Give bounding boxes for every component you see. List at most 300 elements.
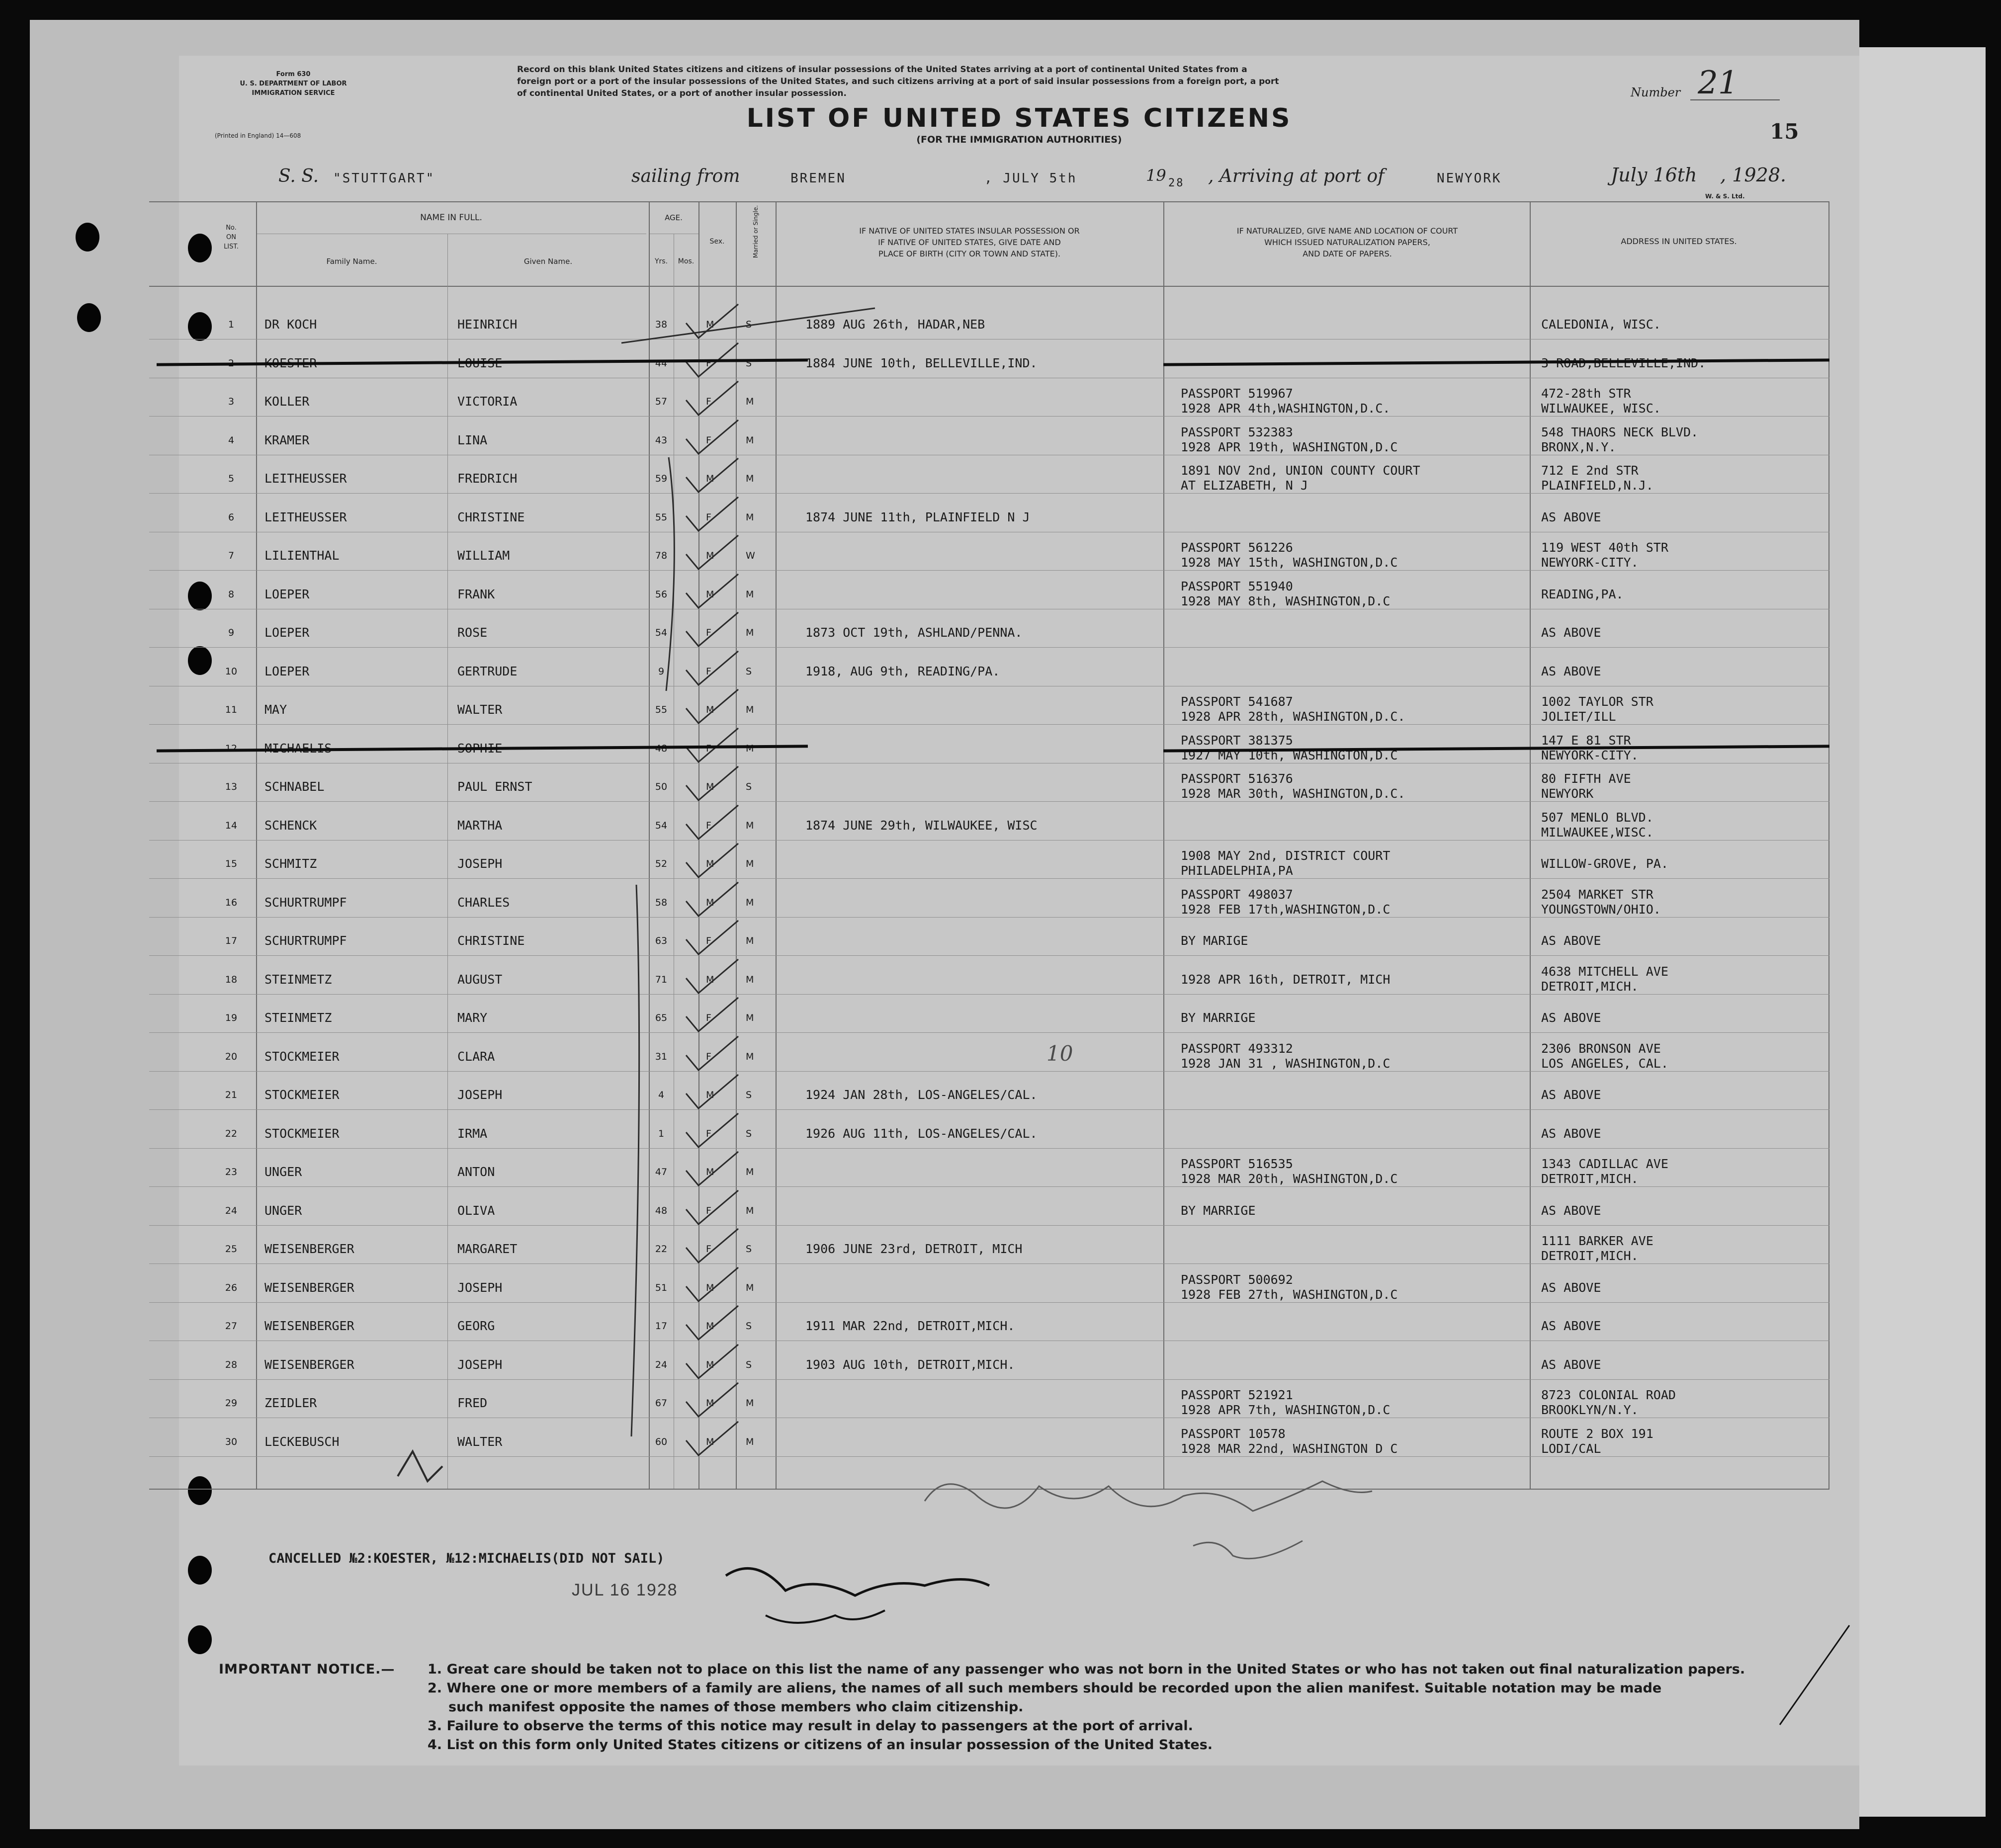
birth-date-place: 1903 AUG 10th, DETROIT,MICH.: [805, 1357, 1015, 1372]
marital-status: M: [746, 743, 754, 754]
header-line: IF NATIVE OF UNITED STATES, GIVE DATE AND: [878, 238, 1061, 247]
sex: F: [706, 666, 711, 677]
marital-status: M: [746, 588, 754, 600]
sex: F: [706, 1205, 711, 1216]
sex: F: [706, 434, 711, 446]
sex: M: [706, 550, 714, 561]
given-name: FRANK: [457, 587, 495, 601]
given-name: GERTRUDE: [457, 664, 518, 678]
sex: M: [706, 1282, 714, 1293]
age-years: 31: [655, 1051, 668, 1062]
naturalization-line-2: AT ELIZABETH, N J: [1181, 478, 1308, 493]
naturalization-line-1: PASSPORT 516376: [1181, 771, 1293, 786]
family-name: KOESTER: [264, 355, 317, 370]
row-number: 26: [225, 1282, 238, 1293]
naturalization-line-1: PASSPORT 498037: [1181, 887, 1293, 902]
age-years: 24: [655, 1359, 668, 1370]
given-name: MARY: [457, 1010, 488, 1025]
given-name: CLARA: [457, 1049, 495, 1064]
age-years: 55: [655, 511, 668, 523]
row-number: 22: [225, 1128, 238, 1139]
address-line-2: NEWYORK: [1541, 786, 1594, 801]
family-name: WEISENBERGER: [264, 1357, 354, 1372]
age-years: 55: [655, 704, 668, 715]
header-line: WHICH ISSUED NATURALIZATION PAPERS,: [1264, 238, 1430, 247]
naturalization-line-2: 1928 APR 19th, WASHINGTON,D.C: [1181, 439, 1398, 454]
family-name: LEITHEUSSER: [264, 509, 347, 524]
address-line-2: PLAINFIELD,N.J.: [1541, 478, 1653, 493]
age-years: 38: [655, 319, 668, 330]
row-number: 12: [225, 743, 238, 754]
family-name: ZEIDLER: [264, 1396, 317, 1410]
marital-status: M: [746, 858, 754, 869]
family-name: SCHMITZ: [264, 856, 317, 871]
naturalization-line-1: PASSPORT 500692: [1181, 1272, 1293, 1287]
naturalization-line-2: PHILADELPHIA,PA: [1181, 863, 1293, 878]
sex: M: [706, 704, 714, 715]
sex: M: [706, 1321, 714, 1332]
given-name: CHARLES: [457, 895, 510, 910]
marital-status: M: [746, 627, 754, 638]
address-line-1: 1111 BARKER AVE: [1541, 1234, 1653, 1248]
marital-status: M: [746, 1012, 754, 1023]
page-number: 15: [1770, 119, 1799, 144]
address-line-2: NEWYORK-CITY.: [1541, 555, 1639, 570]
address-line-1: 2306 BRONSON AVE: [1541, 1041, 1661, 1056]
marital-status: M: [746, 935, 754, 946]
notice-label: IMPORTANT NOTICE.—: [219, 1662, 395, 1677]
row-number: 14: [225, 820, 238, 831]
age-years: 22: [655, 1244, 668, 1255]
family-name: SCHENCK: [264, 818, 317, 833]
address-line-2: AS ABOVE: [1541, 1319, 1601, 1333]
arrival-year: , 1928.: [1720, 164, 1786, 186]
given-name: JOSEPH: [457, 856, 503, 871]
age-years: 67: [655, 1398, 668, 1409]
age-years: 59: [655, 473, 668, 484]
birth-date-place: 1874 JUNE 11th, PLAINFIELD N J: [805, 509, 1030, 524]
given-name: FREDRICH: [457, 471, 518, 486]
age-years: 56: [655, 588, 668, 600]
address-line-1: 8723 COLONIAL ROAD: [1541, 1388, 1676, 1402]
given-name: VICTORIA: [457, 394, 518, 409]
arriving-label: , Arriving at port of: [1208, 166, 1385, 186]
marital-status: S: [746, 1244, 752, 1255]
address-line-2: WILLOW-GROVE, PA.: [1541, 856, 1668, 871]
row-number: 6: [228, 511, 235, 523]
birth-date-place: 1924 JAN 28th, LOS-ANGELES/CAL.: [805, 1088, 1038, 1102]
row-number: 20: [225, 1051, 238, 1062]
family-name: LEITHEUSSER: [264, 471, 347, 486]
family-name: LECKEBUSCH: [264, 1434, 340, 1449]
marital-status: S: [746, 319, 752, 330]
age-years: 48: [655, 743, 668, 754]
address-line-2: AS ABOVE: [1541, 1126, 1601, 1141]
address-line-2: AS ABOVE: [1541, 1203, 1601, 1218]
sex: M: [706, 588, 714, 600]
family-name: WEISENBERGER: [264, 1280, 354, 1295]
address-line-2: DETROIT,MICH.: [1541, 1172, 1639, 1186]
margin-stroke: [1780, 1625, 1849, 1725]
sailing-label: sailing from: [631, 166, 740, 186]
margin-scribble: [398, 1451, 442, 1481]
family-name: KOLLER: [264, 394, 310, 409]
birth-date-place: 1873 OCT 19th, ASHLAND/PENNA.: [805, 625, 1023, 640]
given-name: CHRISTINE: [457, 933, 525, 948]
notice-item: 2. Where one or more members of a family are aliens, the names of all such members should be recorded upon the alien manifest. Suitable notation may be made: [428, 1680, 1662, 1696]
address-line-2: AS ABOVE: [1541, 509, 1601, 524]
address-line-2: AS ABOVE: [1541, 1357, 1601, 1372]
naturalization-line-1: PASSPORT 10578: [1181, 1426, 1286, 1441]
naturalization-line-1: PASSPORT 551940: [1181, 579, 1293, 593]
header-line: AND DATE OF PAPERS.: [1303, 249, 1392, 258]
marital-status: S: [746, 1359, 752, 1370]
naturalization-line-1: PASSPORT 493312: [1181, 1041, 1293, 1056]
sex: M: [706, 1398, 714, 1409]
age-years: 48: [655, 1205, 668, 1216]
row-number: 4: [228, 434, 235, 446]
naturalization-line-2: 1928 MAY 15th, WASHINGTON,D.C: [1181, 555, 1398, 570]
address-line-2: AS ABOVE: [1541, 664, 1601, 678]
sex: F: [706, 1051, 711, 1062]
row-number: 9: [228, 627, 235, 638]
sex: M: [706, 319, 714, 330]
from-port: BREMEN: [790, 171, 846, 186]
address-line-1: 712 E 2nd STR: [1541, 463, 1639, 478]
naturalization-line-1: 1908 MAY 2nd, DISTRICT COURT: [1181, 848, 1391, 863]
address-line-2: YOUNGSTOWN/OHIO.: [1541, 902, 1661, 917]
official-signature: [925, 1481, 1372, 1511]
marital-status: W: [746, 550, 755, 561]
header-line: No.: [226, 224, 237, 232]
given-name: WILLIAM: [457, 548, 510, 563]
age-years: 51: [655, 1282, 668, 1293]
given-name: OLIVA: [457, 1203, 495, 1218]
given-name: LINA: [457, 432, 488, 447]
given-name: MARGARET: [457, 1242, 518, 1256]
pencil-stroke: [666, 457, 674, 691]
naturalization-line-2: 1928 APR 28th, WASHINGTON,D.C.: [1181, 709, 1405, 724]
marital-status: M: [746, 1398, 754, 1409]
naturalization-line-2: 1927 MAY 10th, WASHINGTON,D.C: [1181, 748, 1398, 762]
age-years: 50: [655, 781, 668, 792]
address-line-2: READING,PA.: [1541, 587, 1624, 601]
naturalization-line-1: PASSPORT 561226: [1181, 540, 1293, 555]
given-name: AUGUST: [457, 972, 503, 987]
header-months: Mos.: [678, 257, 695, 265]
family-name: STEINMETZ: [264, 972, 332, 987]
page-subtitle: (FOR THE IMMIGRATION AUTHORITIES): [916, 134, 1122, 145]
row-number: 18: [225, 974, 238, 985]
official-date-mark: [1193, 1541, 1303, 1559]
printed-note: (Printed in England) 14—608: [215, 132, 301, 139]
age-years: 9: [658, 666, 665, 677]
row-number: 21: [225, 1090, 238, 1100]
sex: M: [706, 473, 714, 484]
address-line-2: BROOKLYN/N.Y.: [1541, 1403, 1639, 1417]
birth-date-place: 1889 AUG 26th, HADAR,NEB: [805, 317, 985, 332]
row-number: 1: [228, 319, 235, 330]
marital-status: M: [746, 897, 754, 908]
list-number: 21: [1698, 65, 1739, 101]
given-name: SOPHIE: [457, 741, 503, 756]
header-sex: Sex.: [709, 238, 725, 246]
naturalization-line-1: PASSPORT 521921: [1181, 1388, 1293, 1402]
given-name: CHRISTINE: [457, 509, 525, 524]
header-years: Yrs.: [654, 257, 668, 265]
age-years: 17: [655, 1321, 668, 1332]
sex: F: [706, 743, 711, 754]
birth-date-place: 1874 JUNE 29th, WILWAUKEE, WISC: [805, 818, 1038, 833]
sex: M: [706, 1436, 714, 1447]
birth-date-place: 1911 MAR 22nd, DETROIT,MICH.: [805, 1319, 1015, 1333]
age-years: 52: [655, 858, 668, 869]
header-family-name: Family Name.: [326, 257, 377, 266]
service-name: IMMIGRATION SERVICE: [252, 89, 335, 97]
year-suffix: 28: [1168, 177, 1185, 189]
family-name: STOCKMEIER: [264, 1126, 340, 1141]
notice-item: 3. Failure to observe the terms of this notice may result in delay to passengers at the port of arrival.: [428, 1718, 1193, 1734]
given-name: MARTHA: [457, 818, 503, 833]
family-name: KRAMER: [264, 432, 310, 447]
age-years: 60: [655, 1436, 668, 1447]
birth-date-place: 1918, AUG 9th, READING/PA.: [805, 664, 1000, 678]
department-name: U. S. DEPARTMENT OF LABOR: [240, 80, 347, 87]
row-number: 23: [225, 1167, 238, 1177]
marital-status: M: [746, 1051, 754, 1062]
record-line: foreign port or a port of the insular possessions of the United States, and such citizens arriving at a port of said insular possessions from a foreign port, a port: [517, 77, 1279, 86]
sex: F: [706, 1128, 711, 1139]
pencil-stroke: [631, 885, 639, 1436]
marital-status: M: [746, 974, 754, 985]
naturalization-line-2: 1928 MAY 8th, WASHINGTON,D.C: [1181, 593, 1391, 608]
family-name: LOEPER: [264, 664, 310, 678]
sail-date: , JULY 5th: [984, 171, 1077, 186]
family-name: WEISENBERGER: [264, 1319, 354, 1333]
marital-status: M: [746, 434, 754, 446]
naturalization-line-2: 1928 FEB 17th,WASHINGTON,D.C: [1181, 902, 1391, 917]
address-line-1: 119 WEST 40th STR: [1541, 540, 1668, 555]
family-name: MICHAELIS: [264, 741, 332, 756]
row-number: 5: [228, 473, 235, 484]
age-years: 63: [655, 935, 668, 946]
family-name: UNGER: [264, 1165, 302, 1179]
family-name: STEINMETZ: [264, 1010, 332, 1025]
naturalization-line-2: 1928 MAR 20th, WASHINGTON,D.C: [1181, 1172, 1398, 1186]
family-name: SCHURTRUMPF: [264, 933, 347, 948]
sex: F: [706, 511, 711, 523]
family-name: SCHURTRUMPF: [264, 895, 347, 910]
row-number: 10: [225, 666, 238, 677]
family-name: UNGER: [264, 1203, 302, 1218]
header-line: ON: [226, 234, 236, 241]
inspector-signature: [726, 1568, 989, 1596]
address-line-1: 147 E 81 STR: [1541, 733, 1631, 748]
sex: F: [706, 627, 711, 638]
address-line-2: CALEDONIA, WISC.: [1541, 317, 1661, 332]
naturalization-line-2: 1928 JAN 31 , WASHINGTON,D.C: [1181, 1056, 1391, 1071]
naturalization-line-1: PASSPORT 381375: [1181, 733, 1293, 748]
notice-item: 4. List on this form only United States citizens or citizens of an insular possession of the United States.: [428, 1737, 1213, 1753]
ss-label: S. S.: [278, 166, 319, 186]
sex: M: [706, 1167, 714, 1177]
given-name: HEINRICH: [457, 317, 518, 332]
naturalization-line-1: PASSPORT 516535: [1181, 1157, 1293, 1171]
age-years: 1: [658, 1128, 665, 1139]
ws-ltd: W. & S. Ltd.: [1705, 193, 1745, 200]
sex: F: [706, 357, 711, 369]
address-line-2: 3 ROAD,BELLEVILLE,IND.: [1541, 355, 1706, 370]
marital-status: S: [746, 357, 752, 369]
inspector-title: [766, 1610, 885, 1623]
cancellation-note: CANCELLED №2:KOESTER, №12:MICHAELIS(DID NOT SAIL): [268, 1551, 665, 1566]
marital-status: M: [746, 1436, 754, 1447]
sex: M: [706, 781, 714, 792]
family-name: LOEPER: [264, 625, 310, 640]
age-years: 4: [658, 1090, 665, 1100]
marital-status: M: [746, 396, 754, 407]
address-line-1: ROUTE 2 BOX 191: [1541, 1426, 1653, 1441]
address-line-2: LOS ANGELES, CAL.: [1541, 1056, 1668, 1071]
given-name: JOSEPH: [457, 1088, 503, 1102]
sex: M: [706, 974, 714, 985]
notice-item: 1. Great care should be taken not to place on this list the name of any passenger who was not born in the United States or who has not taken out final naturalization papers.: [428, 1662, 1745, 1677]
address-line-1: 4638 MITCHELL AVE: [1541, 964, 1668, 979]
family-name: DR KOCH: [264, 317, 317, 332]
given-name: IRMA: [457, 1126, 488, 1141]
family-name: SCHNABEL: [264, 779, 325, 794]
margin-number: 10: [1046, 1041, 1073, 1066]
sex: M: [706, 897, 714, 908]
age-years: 54: [655, 627, 668, 638]
address-line-2: NEWYORK-CITY.: [1541, 748, 1639, 762]
address-line-2: JOLIET/ILL: [1541, 709, 1616, 724]
naturalization-line-1: PASSPORT 519967: [1181, 386, 1293, 401]
header-name-in-full: NAME IN FULL.: [420, 213, 482, 223]
birth-date-place: 1906 JUNE 23rd, DETROIT, MICH: [805, 1242, 1023, 1256]
header-line: PLACE OF BIRTH (CITY OR TOWN AND STATE).: [878, 249, 1061, 258]
marital-status: S: [746, 1090, 752, 1100]
naturalization-line-2: 1928 APR 16th, DETROIT, MICH: [1181, 972, 1391, 987]
ship-name: "STUTTGART": [333, 171, 435, 186]
given-name: WALTER: [457, 1434, 503, 1449]
marital-status: S: [746, 1128, 752, 1139]
family-name: LILIENTHAL: [264, 548, 340, 563]
sex: F: [706, 1012, 711, 1023]
address-line-2: DETROIT,MICH.: [1541, 979, 1639, 994]
header-age: AGE.: [665, 213, 683, 222]
sex: M: [706, 1090, 714, 1100]
number-label: Number: [1631, 85, 1681, 99]
sex: F: [706, 396, 711, 407]
row-number: 17: [225, 935, 238, 946]
address-line-2: MILWAUKEE,WISC.: [1541, 825, 1653, 840]
header-line: IF NATIVE OF UNITED STATES INSULAR POSSESSION OR: [859, 226, 1080, 236]
naturalization-line-1: 1891 NOV 2nd, UNION COUNTY COURT: [1181, 463, 1420, 478]
row-number: 25: [225, 1244, 238, 1255]
row-number: 29: [225, 1398, 238, 1409]
address-line-2: WILWAUKEE, WISC.: [1541, 401, 1661, 416]
marital-status: M: [746, 820, 754, 831]
address-line-2: AS ABOVE: [1541, 933, 1601, 948]
marital-status: M: [746, 1205, 754, 1216]
age-years: 58: [655, 897, 668, 908]
given-name: JOSEPH: [457, 1280, 503, 1295]
sex: M: [706, 1359, 714, 1370]
pencil-stroke: [621, 308, 875, 343]
naturalization-line-2: 1928 APR 4th,WASHINGTON,D.C.: [1181, 401, 1391, 416]
sex: F: [706, 935, 711, 946]
record-line: of continental United States, or a port of another insular possession.: [517, 88, 847, 98]
record-line: Record on this blank United States citizens and citizens of insular possessions of the United States arriving at a port of continental United States from a: [517, 65, 1247, 75]
given-name: FRED: [457, 1396, 488, 1410]
age-years: 44: [655, 357, 668, 369]
address-line-2: AS ABOVE: [1541, 1280, 1601, 1295]
given-name: GEORG: [457, 1319, 495, 1333]
given-name: LOUISE: [457, 355, 503, 370]
row-number: 3: [228, 396, 235, 407]
marital-status: M: [746, 1167, 754, 1177]
marital-status: M: [746, 704, 754, 715]
row-number: 19: [225, 1012, 238, 1023]
marital-status: S: [746, 666, 752, 677]
given-name: ROSE: [457, 625, 488, 640]
naturalization-line-2: 1928 FEB 27th, WASHINGTON,D.C: [1181, 1287, 1398, 1302]
marital-status: M: [746, 1282, 754, 1293]
naturalization-line-1: PASSPORT 532383: [1181, 424, 1293, 439]
given-name: PAUL ERNST: [457, 779, 532, 794]
row-number: 16: [225, 897, 238, 908]
address-line-1: 507 MENLO BLVD.: [1541, 810, 1653, 825]
row-number: 15: [225, 858, 238, 869]
date-stamp: JUL 16 1928: [572, 1581, 678, 1599]
birth-date-place: 1884 JUNE 10th, BELLEVILLE,IND.: [805, 355, 1038, 370]
arrival-port: NEWYORK: [1437, 171, 1502, 186]
age-years: 57: [655, 396, 668, 407]
family-name: STOCKMEIER: [264, 1088, 340, 1102]
header-married-single: Married or Single.: [752, 205, 759, 258]
header-line: IF NATURALIZED, GIVE NAME AND LOCATION OF COURT: [1236, 226, 1458, 236]
marital-status: S: [746, 781, 752, 792]
address-line-2: LODI/CAL: [1541, 1441, 1601, 1456]
notice-item: such manifest opposite the names of those members who claim citizenship.: [448, 1699, 1024, 1715]
row-number: 7: [228, 550, 235, 561]
family-name: MAY: [264, 702, 287, 717]
given-name: ANTON: [457, 1165, 495, 1179]
given-name: JOSEPH: [457, 1357, 503, 1372]
naturalization-line-2: BY MARIGE: [1181, 933, 1248, 948]
address-line-2: BRONX,N.Y.: [1541, 439, 1616, 454]
row-number: 2: [228, 357, 235, 369]
address-line-1: 80 FIFTH AVE: [1541, 771, 1631, 786]
address-line-1: 1002 TAYLOR STR: [1541, 694, 1653, 709]
age-years: 54: [655, 820, 668, 831]
header-address: ADDRESS IN UNITED STATES.: [1621, 237, 1737, 246]
family-name: WEISENBERGER: [264, 1242, 354, 1256]
birth-date-place: 1926 AUG 11th, LOS-ANGELES/CAL.: [805, 1126, 1038, 1141]
row-number: 24: [225, 1205, 238, 1216]
address-line-2: AS ABOVE: [1541, 1010, 1601, 1025]
page-title: LIST OF UNITED STATES CITIZENS: [746, 103, 1292, 133]
row-number: 11: [225, 704, 238, 715]
naturalization-line-2: 1928 MAR 30th, WASHINGTON,D.C.: [1181, 786, 1405, 801]
address-line-2: AS ABOVE: [1541, 625, 1601, 640]
header-line: LIST.: [224, 243, 239, 251]
naturalization-line-2: BY MARRIGE: [1181, 1010, 1256, 1025]
address-line-2: AS ABOVE: [1541, 1088, 1601, 1102]
row-number: 13: [225, 781, 238, 792]
age-years: 71: [655, 974, 668, 985]
